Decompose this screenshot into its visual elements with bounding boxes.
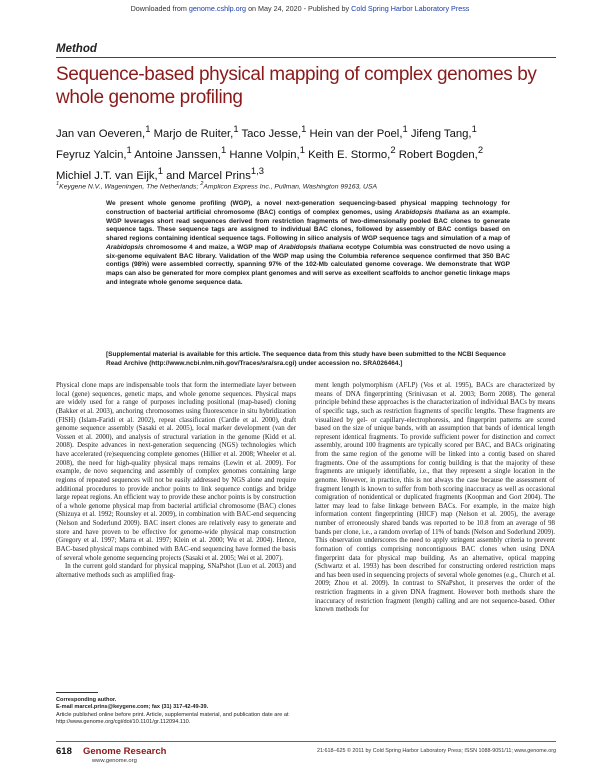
corresponding-author: Corresponding author.	[56, 697, 117, 703]
abstract: We present whole genome profiling (WGP), a novel next-generation sequencing-based physical mapping technology for construction of bacterial artificial chromosome (BAC) contigs of complex genomes, using Arabidopsis thaliana as an example. WGP leverages short read sequences derived from restriction fragments of two-dimensionally pooled BAC clones to generate sequence tags. These sequence tags are assigned to individual BAC clones, followed by assembly of BAC contigs based on shared regions containing identical sequence tags. Following in silico analysis of WGP sequence tags and simulation of a map of Arabidopsis chromosome 4 and maize, a WGP map of Arabidopsis thaliana ecotype Columbia was constructed de novo using a six-genome equivalent BAC library. Validation of the WGP map using the Columbia reference sequence confirmed that 350 BAC contigs (98%) were assembled correctly, spanning 97% of the 102-Mb calculated genome coverage. We demonstrate that WGP maps can also be generated for more complex plant genomes and will serve as excellent scaffolds to anchor genetic linkage maps and integrate whole genome sequence data.	[106, 200, 510, 286]
author: Antoine Janssen,$^1$	[134, 144, 227, 162]
author: Jifeng Tang,$^1$	[410, 123, 477, 140]
imprint-line: 21:618–625 © 2011 by Cold Spring Harbor Laboratory Press; ISSN 1088-9051/11; www.genome.org	[316, 748, 556, 754]
section-label: Method	[56, 43, 97, 55]
download-prefix: Downloaded from	[130, 4, 187, 13]
author: Robert Bogden,$^2$	[398, 144, 484, 162]
body-column-right	[315, 382, 555, 615]
author: Hein van der Poel,$^1$	[309, 123, 408, 140]
publisher-link[interactable]: Cold Spring Harbor Laboratory Press	[351, 4, 470, 13]
paragraph: ment length polymorphism (AFLP) (Vos et al. 1995), BACs are characterized by means of DNA fingerprinting (Srinivasan et al. 2003; Borm 2008). The general principle behind these approaches is the characterization of individual BACs by means of specific tags, such as restriction fragments of specific lengths. These fragments are visualized by gel- or capillary-electrophoresis, and fingerprint patterns are scored based on the size of unique bands, with an assumption that bands of identical length represent identical fragments. To provide sufficient power for distinction and correct assembly, around 100 fragments are typically scored per BAC, and BACs originating from the same region of the genome will be linked into a contig based on shared fragments. One of the assumptions for contig building is that the majority of these fragments are uniquely identifiable, i.e., that they represent a single location in the genome. However, in practice, this is not always the case because the assessment of fragment length is known to suffer from both scoring inaccuracy as well as occasional comigration of nonidentical or duplicated fragments (Koopman and Gort 2004). The latter may lead to false linkage between BACs. For example, in the maize high information content fingerprinting (HICF) map (Nelson et al. 2005), the average number of erroneously shared bands was reported to be 10.8 from an average of 98 bands per clone, i.e., a random overlap of 11% of bands (Nelson and Soderlund 2009). This observation underscores the need to apply stringent assembly criteria to prevent formation of contigs comprising noncontiguous BAC clones when using DNA fingerprint data for physical map building. As an alternative, optical mapping (Schwartz et al. 1993) has been described for constructing ordered restriction maps and has been used in sequencing projects of several whole genomes (e.g., Church et al. 2009; Zhou et al. 2009). In contrast to SNaPshot, it preserves the order of the restriction fragments in a given DNA fragment. However both methods share the inaccuracy of restriction fragment (length) calling and are not sequence-based. Other known methods for	[315, 382, 555, 614]
download-line	[0, 4, 600, 13]
article-title: Sequence-based physical mapping of complex genomes by whole genome profiling	[56, 64, 537, 108]
footer-rule	[56, 741, 556, 742]
header-rule	[56, 57, 556, 58]
journal-name: Genome Research	[83, 746, 167, 757]
affiliations: $^1$Keygene N.V., Wageningen, The Netherlands; $^2$Amplicon Express Inc., Pullman, Washington 99163, USA	[56, 181, 378, 191]
author: Keith E. Stormo,$^2$	[308, 144, 396, 162]
page-number: 618	[56, 746, 72, 757]
author: Marjo de Ruiter,$^1$	[153, 123, 239, 140]
paragraph: In the current gold standard for physical mapping, SNaPshot (Luo et al. 2003) and alternative methods such as amplified frag-	[56, 563, 296, 579]
author: Feyruz Yalcin,$^1$	[56, 144, 132, 162]
supplemental-note: [Supplemental material is available for this article. The sequence data from this study have been submitted to the NCBI Sequence Read Archive (http://www.ncbi.nlm.nih.gov/Traces/sra/sra.cgi) under accession no. SRA026464.]	[106, 351, 506, 367]
journal-site[interactable]: www.genome.org	[92, 758, 137, 764]
author: Hanne Volpin,$^1$	[229, 144, 305, 162]
author: and Marcel Prins$^{1,3}$	[166, 165, 264, 183]
author: Jan van Oeveren,$^1$	[56, 123, 151, 140]
genome-site-link[interactable]: genome.cshlp.org	[188, 4, 247, 13]
online-publication-note: Article published online before print. Article, supplemental material, and publication date are at http://www.genome.org/cgi/doi/10.1101/gr.112094.110.	[56, 711, 289, 725]
footnote-rule	[56, 692, 98, 693]
author-list	[56, 121, 566, 185]
download-middle: on May 24, 2020 - Published by	[248, 4, 350, 13]
author: Taco Jesse,$^1$	[241, 123, 307, 140]
paragraph: Physical clone maps are indispensable tools that form the intermediate layer between local (gene) sequences, genetic maps, and whole genome sequences. Physical maps are widely used for a range of purposes including positional (map-based) cloning (Bakker et al. 2003), anchoring chromosomes using fluorescence in situ hybridization (FISH) (Islam-Faridi et al. 2002), repeat classification (Cardle et al. 2000), draft genome sequence assembly (Sasaki et al. 2005), local marker development (van der Vossen et al. 2000), and analysis of structural variation in the genome (Kidd et al. 2008). Despite advances in next-generation sequencing (NGS) technologies which have accelerated (re)sequencing complete genomes (Hillier et al. 2008; Wheeler et al. 2008), the need for high-quality physical maps remains (Lewin et al. 2009). For example, de novo sequencing and assembly of complex genomes containing large regions of repeated sequences will not be easily addressed by NGS alone and require additional procedures to provide anchor points to link sequence contigs and bridge large repeat regions. An efficient way to provide these anchor points is by construction of a whole genome physical map from bacterial artificial chromosome (BAC) clones (Shizuya et al. 1992; Rounsley et al. 2009), in combination with BAC-end sequencing (Nelson and Soderlund 2009). BAC insert clones are relatively easy to generate and store and have proven to be effective for genome-wide physical map construction (Gregory et al. 1997; Marra et al. 1997; Klein et al. 2000; Wu et al. 2004). Hence, BAC-based physical maps combined with BAC-end sequencing have formed the basis of several whole genome sequencing projects (Sasaki et al. 2005; Wei et al. 2007).	[56, 382, 296, 562]
author: Michiel J.T. van Eijk,$^1$	[56, 165, 163, 183]
body-column-left	[56, 382, 296, 580]
footnote	[56, 697, 296, 726]
corresponding-email[interactable]: E-mail marcel.prins@keygene.com; fax (31) 317-42-49-39.	[56, 704, 209, 711]
